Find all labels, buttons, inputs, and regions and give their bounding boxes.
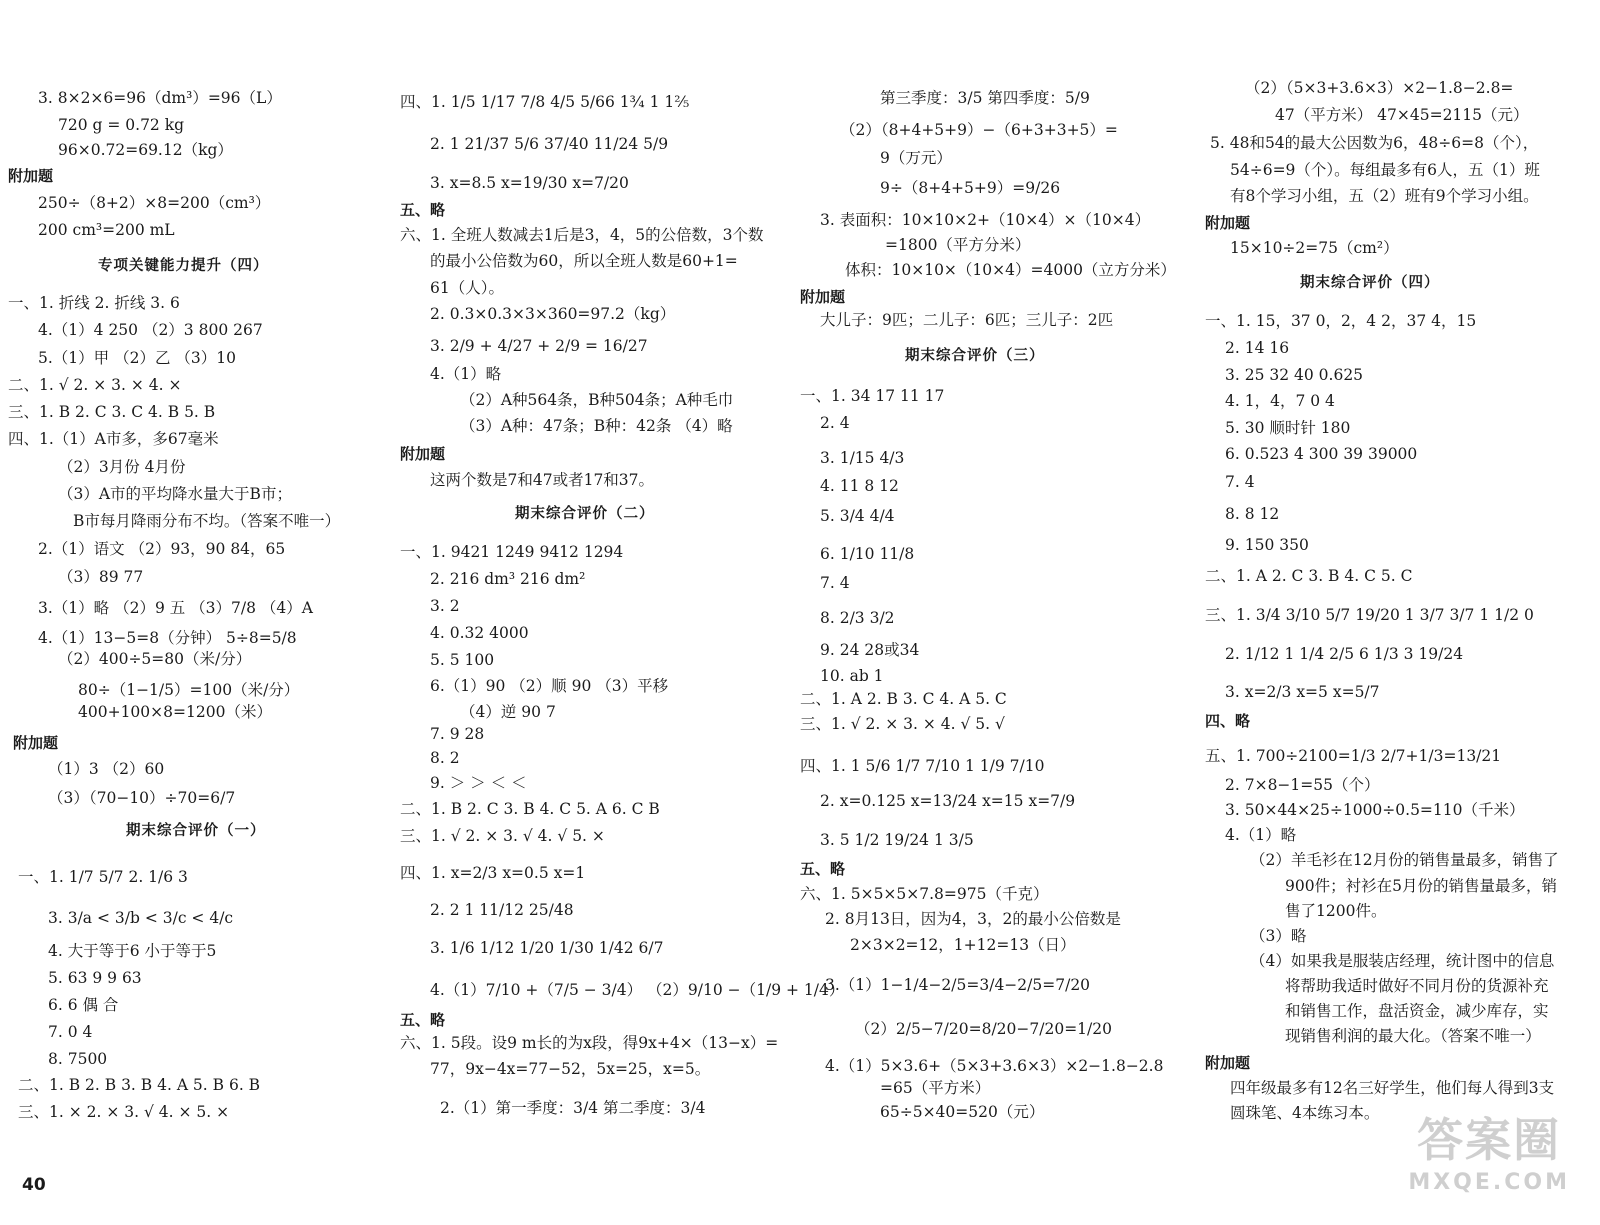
subsection-heading: 五、略: [400, 1011, 446, 1029]
answer-line: 4.（1）4 250 （2）3 800 267: [38, 321, 263, 339]
answer-line: 5.（1）甲 （2）乙 （3）10: [38, 349, 236, 367]
answer-line: 900件；衬衫在5月份的销售量最多，销: [1285, 877, 1557, 895]
answer-line: 第三季度：3/5 第四季度：5/9: [880, 89, 1090, 107]
answer-column-1: [8, 78, 388, 1188]
answer-column-3: [800, 78, 1180, 1188]
answer-line: 4.（1）略: [430, 365, 502, 383]
answer-line: 3.（1）1−1/4−2/5=3/4−2/5=7/20: [825, 976, 1091, 994]
answer-line: 250÷（8+2）×8=200（cm³）: [38, 194, 271, 212]
answer-line: 2. 8月13日，因为4，3，2的最小公倍数是: [825, 910, 1121, 928]
answer-line: 2×3×2=12，1+12=13（日）: [850, 936, 1076, 954]
answer-line: 15×10÷2=75（cm²）: [1230, 239, 1399, 257]
section-heading: 期末综合评价（二）: [515, 506, 655, 522]
answer-line: 四、1. 1 5/6 1/7 7/10 1 1/9 7/10: [800, 757, 1045, 775]
answer-line: （2）400÷5=80（米/分）: [58, 650, 252, 668]
answer-line: 3. 3/a < 3/b < 3/c < 4/c: [48, 909, 234, 927]
answer-line: 3. 2/9 + 4/27 + 2/9 = 16/27: [430, 337, 648, 355]
answer-line: 大儿子：9匹；二儿子：6匹；三儿子：2匹: [820, 311, 1114, 329]
answer-line: 有8个学习小组，五（2）班有9个学习小组。: [1230, 187, 1539, 205]
answer-line: 54÷6=9（个）。每组最多有6人，五（1）班: [1230, 161, 1540, 179]
answer-line: 五、1. 700÷2100=1/3 2/7+1/3=13/21: [1205, 747, 1502, 765]
answer-line: 二、1. B 2. B 3. B 4. A 5. B 6. B: [18, 1076, 261, 1094]
section-heading: 期末综合评价（四）: [1300, 275, 1440, 291]
section-heading: 期末综合评价（三）: [905, 348, 1045, 364]
answer-line: （3）89 77: [58, 568, 144, 586]
answer-line: 一、1. 15，37 0，2，4 2，37 4，15: [1205, 312, 1477, 330]
answer-line: （3）A市的平均降水量大于B市；: [58, 485, 292, 503]
answer-line: 一、1. 34 17 11 17: [800, 387, 945, 405]
answer-line: 六、1. 5×5×5×7.8=975（千克）: [800, 885, 1049, 903]
answer-line: 二、1. B 2. C 3. B 4. C 5. A 6. C B: [400, 800, 660, 818]
answer-line: 7. 0 4: [48, 1023, 93, 1041]
subsection-heading: 附加题: [1205, 214, 1251, 232]
answer-line: 二、1. A 2. C 3. B 4. C 5. C: [1205, 567, 1413, 585]
answer-line: 3. 2: [430, 597, 460, 615]
answer-line: 4. 大于等于6 小于等于5: [48, 942, 217, 960]
answer-line: 2. 7×8−1=55（个）: [1225, 776, 1380, 794]
answer-line: （2）（8+4+5+9）−（6+3+3+5）=: [840, 121, 1118, 139]
answer-line: 3. 1/6 1/12 1/20 1/30 1/42 6/7: [430, 939, 664, 957]
answer-line: 圆珠笔、4本练习本。: [1230, 1104, 1380, 1122]
answer-line: 2. 4: [820, 414, 850, 432]
subsection-heading: 附加题: [1205, 1054, 1251, 1072]
answer-line: 2. 2 1 11/12 25/48: [430, 901, 574, 919]
answer-line: 将帮助我适时做好不同月份的货源补充: [1285, 977, 1549, 995]
answer-line: 3. 25 32 40 0.625: [1225, 366, 1364, 384]
answer-column-4: [1205, 78, 1585, 1188]
answer-line: 售了1200件。: [1285, 902, 1387, 920]
answer-line: 6. 6 偶 合: [48, 996, 119, 1014]
answer-line: 47（平方米） 47×45=2115（元）: [1275, 106, 1529, 124]
answer-line: 3. 50×44×25÷1000÷0.5=110（千米）: [1225, 801, 1525, 819]
answer-line: 3.（1）略 （2）9 五 （3）7/8 （4）A: [38, 599, 313, 617]
answer-line: 3. 表面积：10×10×2+（10×4）×（10×4）: [820, 211, 1151, 229]
answer-line: （1）3 （2）60: [48, 760, 165, 778]
answer-line: 4. 11 8 12: [820, 477, 899, 495]
answer-line: 四、1. x=2/3 x=0.5 x=1: [400, 864, 586, 882]
answer-line: 六、1. 全班人数减去1后是3，4，5的公倍数，3个数: [400, 226, 764, 244]
subsection-heading: 五、略: [800, 860, 846, 878]
answer-line: 三、1. 3/4 3/10 5/7 19/20 1 3/7 3/7 1 1/2 0: [1205, 606, 1534, 624]
answer-line: 2. 14 16: [1225, 339, 1290, 357]
answer-line: 200 cm³=200 mL: [38, 221, 175, 239]
answer-line: 三、1. √ 2. × 3. × 4. √ 5. √: [800, 715, 1005, 733]
answer-line: （2）A种564条，B种504条；A种毛巾: [460, 391, 734, 409]
subsection-heading: 五、略: [400, 201, 446, 219]
answer-line: 65÷5×40=520（元）: [880, 1103, 1045, 1121]
watermark-site: MXQE.COM: [1408, 1170, 1570, 1195]
answer-line: =1800（平方分米）: [885, 236, 1031, 254]
subsection-heading: 附加题: [800, 288, 846, 306]
answer-line: 二、1. √ 2. × 3. × 4. ×: [8, 376, 182, 394]
answer-line: 5. 5 100: [430, 651, 495, 669]
answer-line: 4.（1）略: [1225, 826, 1297, 844]
answer-line: 6. 1/10 11/8: [820, 545, 915, 563]
answer-line: =65（平方米）: [880, 1079, 991, 1097]
answer-line: 3. x=8.5 x=19/30 x=7/20: [430, 174, 629, 192]
answer-line: 77，9x−4x=77−52，5x=25，x=5。: [430, 1060, 711, 1078]
answer-line: 2. 0.3×0.3×3×360=97.2（kg）: [430, 305, 676, 323]
answer-line: 一、1. 9421 1249 9412 1294: [400, 543, 624, 561]
answer-line: 四、1. 1/5 1/17 7/8 4/5 5/66 1¾ 1 1⅖: [400, 93, 690, 111]
answer-line: 7. 9 28: [430, 725, 485, 743]
subsection-heading: 附加题: [8, 167, 54, 185]
answer-line: 96×0.72=69.12（kg）: [58, 141, 233, 159]
answer-line: 三、1. × 2. × 3. √ 4. × 5. ×: [18, 1103, 230, 1121]
answer-line: 3. 5 1/2 19/24 1 3/5: [820, 831, 974, 849]
answer-line: 9. 150 350: [1225, 536, 1309, 554]
answer-line: 80÷（1−1/5）=100（米/分）: [78, 681, 300, 699]
answer-line: 5. 48和54的最大公因数为6，48÷6=8（个），: [1210, 134, 1539, 152]
answer-line: 2.（1）语文 （2）93，90 84，65: [38, 540, 286, 558]
answer-line: 6. 0.523 4 300 39 39000: [1225, 445, 1418, 463]
answer-line: （2）（5×3+3.6×3）×2−1.8−2.8=: [1245, 79, 1514, 97]
answer-line: 4.（1）13−5=8（分钟） 5÷8=5/8: [38, 629, 297, 647]
answer-line: 9. ＞ ＞ ＜ ＜: [430, 774, 527, 792]
answer-line: 4.（1）5×3.6+（5×3+3.6×3）×2−1.8−2.8: [825, 1057, 1164, 1075]
answer-line: 720 g = 0.72 kg: [58, 116, 185, 134]
answer-line: 体积：10×10×（10×4）=4000（立方分米）: [845, 261, 1176, 279]
answer-line: 9. 24 28或34: [820, 641, 920, 659]
answer-line: 7. 4: [1225, 473, 1255, 491]
answer-line: 六、1. 5段。设9 m长的为x段，得9x+4×（13−x）=: [400, 1034, 779, 1052]
page-number: 40: [22, 1175, 46, 1195]
answer-line: 400+100×8=1200（米）: [78, 703, 272, 721]
section-heading: 专项关键能力提升（四）: [98, 258, 269, 274]
answer-line: 4.（1）7/10 +（7/5 − 3/4） （2）9/10 −（1/9 + 1/4）: [430, 981, 845, 999]
answer-line: 4. 0.32 4000: [430, 624, 529, 642]
answer-line: 四、1.（1）A市多，多67毫米: [8, 430, 219, 448]
answer-line: 6.（1）90 （2）顺 90 （3）平移: [430, 677, 669, 695]
answer-line: 现销售利润的最大化。（答案不唯一）: [1285, 1027, 1541, 1045]
answer-line: （2）2/5−7/20=8/20−7/20=1/20: [855, 1020, 1112, 1038]
answer-line: 3. 1/15 4/3: [820, 449, 905, 467]
answer-line: 四年级最多有12名三好学生，他们每人得到3支: [1230, 1079, 1555, 1097]
answer-line: 一、1. 1/7 5/7 2. 1/6 3: [18, 868, 188, 886]
answer-line: （2）羊毛衫在12月份的销售量最多，销售了: [1250, 851, 1559, 869]
answer-line: 和销售工作，盘活资金，减少库存，实: [1285, 1002, 1549, 1020]
answer-line: （4）如果我是服装店经理，统计图中的信息: [1250, 952, 1555, 970]
answer-line: （3）A种：47条；B种：42条 （4）略: [460, 417, 733, 435]
answer-line: 这两个数是7和47或者17和37。: [430, 471, 655, 489]
watermark-title: 答案圈: [1417, 1113, 1562, 1167]
answer-line: 的最小公倍数为60，所以全班人数是60+1=: [430, 252, 738, 270]
answer-line: 8. 7500: [48, 1050, 108, 1068]
answer-line: 5. 3/4 4/4: [820, 507, 895, 525]
answer-line: （2）3月份 4月份: [58, 458, 186, 476]
answer-line: 4. 1，4，7 0 4: [1225, 392, 1335, 410]
answer-line: 5. 30 顺时针 180: [1225, 419, 1351, 437]
answer-line: 9÷（8+4+5+9）=9/26: [880, 179, 1061, 197]
answer-line: 一、1. 折线 2. 折线 3. 6: [8, 294, 180, 312]
answer-line: 8. 2/3 3/2: [820, 609, 895, 627]
answer-line: 8. 2: [430, 749, 460, 767]
answer-column-2: [400, 78, 845, 1188]
subsection-heading: 附加题: [13, 734, 59, 752]
answer-line: 2. x=0.125 x=13/24 x=15 x=7/9: [820, 792, 1076, 810]
answer-line: 三、1. B 2. C 3. C 4. B 5. B: [8, 403, 216, 421]
answer-line: 9（万元）: [880, 149, 952, 167]
answer-line: 3. x=2/3 x=5 x=5/7: [1225, 683, 1380, 701]
watermark-logo: [1408, 1104, 1570, 1195]
answer-line: 2. 1 21/37 5/6 37/40 11/24 5/9: [430, 135, 669, 153]
answer-line: 10. ab 1: [820, 667, 884, 685]
answer-line: 61（人）。: [430, 279, 504, 297]
answer-line: 三、1. √ 2. × 3. √ 4. √ 5. ×: [400, 827, 605, 845]
answer-line: B市每月降雨分布不均。（答案不唯一）: [73, 512, 341, 530]
answer-line: 2. 1/12 1 1/4 2/5 6 1/3 3 19/24: [1225, 645, 1464, 663]
answer-line: 8. 8 12: [1225, 505, 1280, 523]
answer-line: 二、1. A 2. B 3. C 4. A 5. C: [800, 690, 1007, 708]
section-heading: 期末综合评价（一）: [126, 823, 266, 839]
subsection-heading: 四、略: [1205, 712, 1251, 730]
answer-line: 5. 63 9 9 63: [48, 969, 142, 987]
answer-line: （3）略: [1250, 927, 1307, 945]
answer-line: 2.（1）第一季度：3/4 第二季度：3/4: [440, 1099, 706, 1117]
subsection-heading: 附加题: [400, 445, 446, 463]
answer-line: （4）逆 90 7: [460, 703, 556, 721]
answer-line: 2. 216 dm³ 216 dm²: [430, 570, 586, 588]
answer-line: （3）（70−10）÷70=6/7: [48, 789, 236, 807]
answer-line: 7. 4: [820, 574, 850, 592]
answer-line: 3. 8×2×6=96（dm³）=96（L）: [38, 89, 282, 107]
